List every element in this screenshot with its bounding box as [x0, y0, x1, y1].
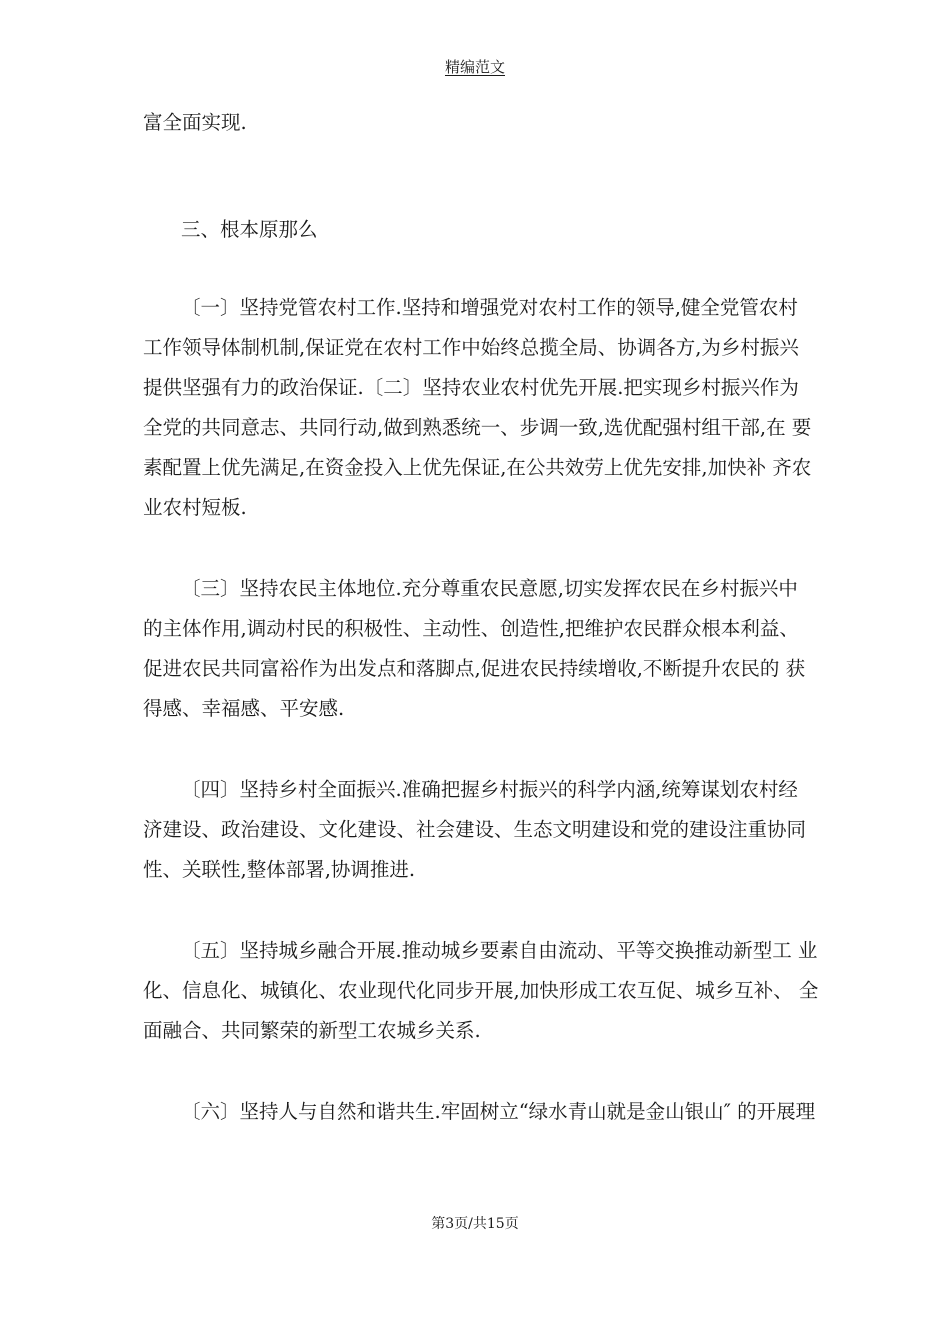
body-line: 面融合、共同繁荣的新型工农城乡关系. [143, 1019, 481, 1042]
body-line: 业农村短板. [143, 496, 247, 519]
page-number: 第3页/共15页 [431, 1216, 519, 1232]
body-line: 提供坚强有力的政治保证.〔二〕坚持农业农村优先开展.把实现乡村振兴作为 [143, 376, 799, 399]
body-line: 化、信息化、城镇化、农业现代化同步开展,加快形成工农互促、城乡互补、 全 [143, 979, 819, 1002]
page-footer [0, 1215, 950, 1233]
body-line: 素配置上优先满足,在资金投入上优先保证,在公共效劳上优先安排,加快补 齐农 [143, 456, 812, 479]
body-line: 〔六〕坚持人与自然和谐共生.牢固树立“绿水青山就是金山银山″ 的开展理 [181, 1100, 816, 1123]
body-line: 全党的共同意志、共同行动,做到熟悉统一、步调一致,选优配强村组干部,在 要 [143, 416, 812, 439]
body-line: 济建设、政治建设、文化建设、社会建设、生态文明建设和党的建设注重协同 [143, 818, 807, 841]
page-header [0, 57, 950, 77]
section-heading: 三、根本原那么 [181, 218, 318, 241]
body-line: 〔四〕坚持乡村全面振兴.准确把握乡村振兴的科学内涵,统筹谋划农村经 [181, 778, 798, 801]
document-body [143, 103, 819, 1132]
body-line: 性、关联性,整体部署,协调推进. [143, 858, 416, 881]
body-line: 〔三〕坚持农民主体地位.充分尊重农民意愿,切实发挥农民在乡村振兴中 [181, 577, 798, 600]
body-line: 〔一〕坚持党管农村工作.坚持和增强党对农村工作的领导,健全党管农村 [181, 296, 798, 319]
body-line: 〔五〕坚持城乡融合开展.推动城乡要素自由流动、平等交换推动新型工 业 [181, 939, 818, 962]
body-line: 富全面实现. [143, 111, 247, 134]
header-title: 精编范文 [444, 58, 505, 76]
body-line: 的主体作用,调动村民的积极性、主动性、创造性,把维护农民群众根本利益、 [143, 617, 799, 640]
body-line: 得感、幸福感、平安感. [143, 697, 345, 720]
body-line: 工作领导体制机制,保证党在农村工作中始终总揽全局、协调各方,为乡村振兴 [143, 336, 799, 359]
body-line: 促进农民共同富裕作为出发点和落脚点,促进农民持续增收,不断提升农民的 获 [143, 657, 806, 680]
